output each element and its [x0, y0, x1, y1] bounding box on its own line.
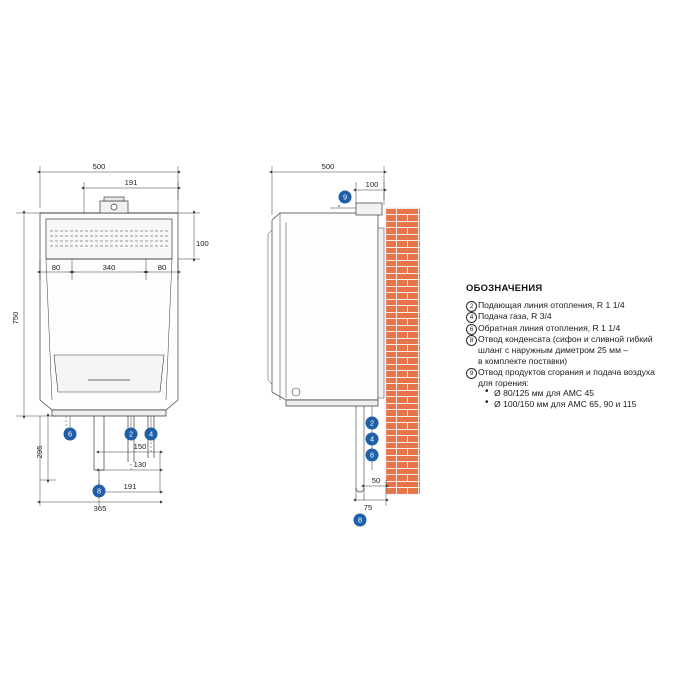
front-dim-365-label: 365 — [93, 504, 107, 513]
svg-text:8: 8 — [96, 486, 102, 496]
front-dim-191-bottom-label: 191 — [123, 482, 137, 491]
brick-wall — [386, 208, 420, 494]
svg-text:4: 4 — [148, 429, 154, 439]
legend-number-6: 6 — [466, 324, 477, 335]
callout-side-8 — [354, 514, 367, 527]
legend-bullet-9-2: • Ø 100/150 мм для AMC 65, 90 и 115 — [478, 399, 694, 410]
front-dim-191-label: 191 — [124, 178, 138, 187]
legend-text-8-line3: в комплекте поставки) — [478, 355, 568, 366]
legend-item-4 — [466, 311, 694, 322]
legend-text-9: Отвод продуктов сгорания и подача воздуха — [478, 367, 655, 378]
legend-number-9: 9 — [466, 368, 477, 379]
callout-leaders — [67, 416, 381, 486]
legend-text-8: Отвод конденсата (сифон и сливной гибкий — [478, 334, 653, 345]
front-dim-130-label: 130 — [133, 460, 147, 469]
svg-text:6: 6 — [369, 450, 375, 460]
legend-text-9-line2: для горения: — [478, 377, 529, 388]
front-dim-150-130 — [99, 440, 160, 470]
front-dim-100-label: 100 — [196, 239, 209, 248]
legend-title: ОБОЗНАЧЕНИЯ — [466, 282, 543, 293]
legend-item-9 — [466, 367, 694, 409]
callout-side-4 — [366, 433, 379, 446]
svg-text:4: 4 — [369, 434, 375, 444]
callout-side-2 — [366, 417, 379, 430]
front-dim-100 — [178, 213, 200, 259]
side-dim-100-label: 100 — [365, 180, 379, 189]
side-dim-50-label: 50 — [371, 476, 381, 485]
svg-text:9: 9 — [342, 192, 348, 202]
legend-bullet-9-1: • Ø 80/125 мм для AMC 45 — [478, 388, 694, 399]
callout-side-6 — [366, 449, 379, 462]
legend-number-8: 8 — [466, 335, 477, 346]
callout-front-4 — [145, 428, 158, 441]
svg-text:2: 2 — [369, 418, 375, 428]
legend-text-8-line2: шланг с наружным диметром 25 мм – — [478, 344, 629, 355]
side-view-boiler-outline — [268, 203, 384, 406]
front-dim-500-label: 500 — [92, 162, 106, 171]
side-dim-75-label: 75 — [363, 503, 373, 512]
legend-number-2: 2 — [466, 301, 477, 312]
callout-front-2 — [125, 428, 138, 441]
front-dim-80-right-label: 80 — [157, 263, 167, 272]
legend-text-4: Подача газа, R 3/4 — [478, 311, 552, 322]
legend-number-4: 4 — [466, 312, 477, 323]
front-dim-295-label: 295 — [35, 445, 44, 459]
legend-item-6 — [466, 323, 694, 334]
svg-text:6: 6 — [67, 429, 73, 439]
callout-front-6 — [64, 428, 77, 441]
front-dim-150-label: 150 — [133, 442, 147, 451]
svg-text:2: 2 — [128, 429, 134, 439]
legend-text-2: Подающая линия отопления, R 1 1/4 — [478, 299, 625, 310]
svg-text:8: 8 — [357, 515, 363, 525]
callout-side-9 — [339, 191, 352, 204]
side-dim-500-label: 500 — [321, 162, 335, 171]
front-dim-80-left-label: 80 — [51, 263, 61, 272]
legend-item-8 — [466, 334, 694, 366]
callout-front-8 — [93, 485, 106, 498]
legend-panel — [466, 283, 694, 411]
front-dim-750-label: 750 — [11, 311, 20, 325]
legend-item-2 — [466, 300, 694, 311]
front-view-boiler-outline — [40, 197, 178, 416]
front-dim-340-label: 340 — [102, 263, 116, 272]
front-view-pipes — [66, 416, 154, 486]
legend-text-6: Обратная линия отопления, R 1 1/4 — [478, 322, 621, 333]
